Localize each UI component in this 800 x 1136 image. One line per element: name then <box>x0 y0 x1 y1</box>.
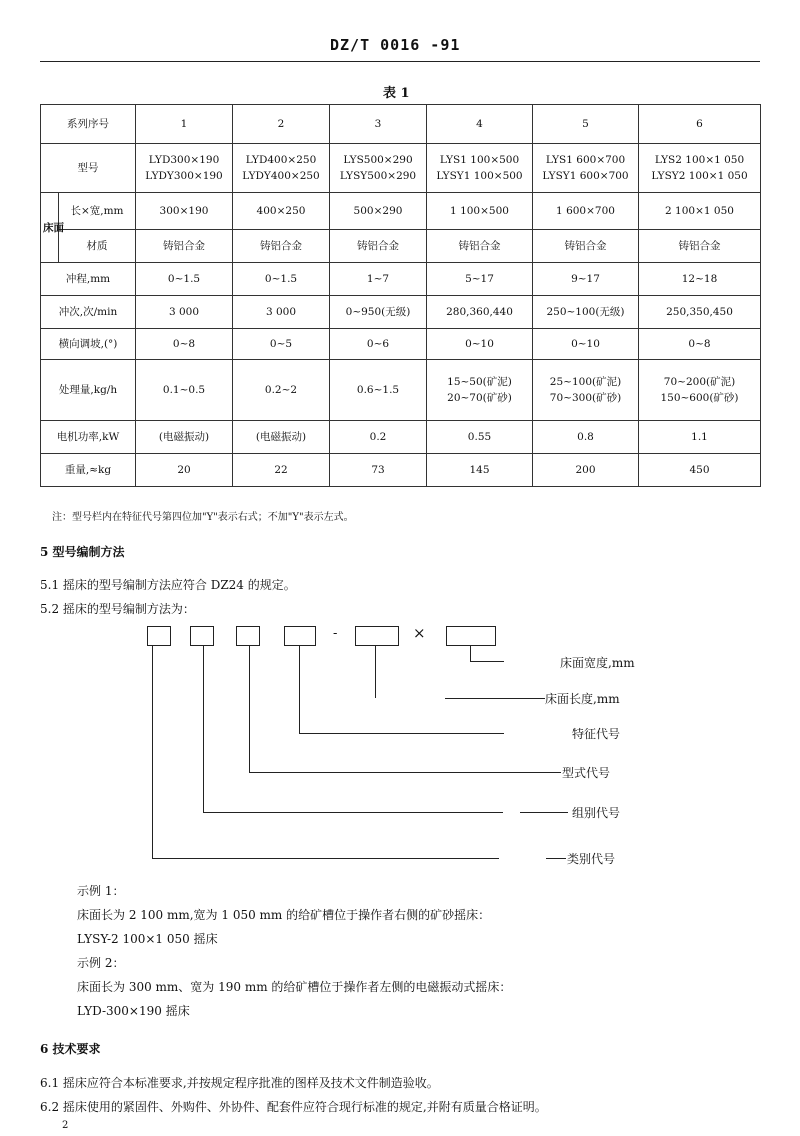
stroke-cell: 0~1.5 <box>233 263 330 296</box>
stroke-cell: 12~18 <box>639 263 761 296</box>
stroke-cell: 0~1.5 <box>136 263 233 296</box>
code-box-length <box>355 626 399 646</box>
row-capacity <box>41 360 761 421</box>
size-cell: 400×250 <box>233 193 330 230</box>
section6-p1: 6.1 摇床应符合本标准要求,并按规定程序批准的图样及技术文件制造验收。 <box>40 1076 439 1090</box>
material-label: 材质 <box>59 230 136 263</box>
material-cell: 铸铝合金 <box>427 230 533 263</box>
row-weight <box>41 454 761 487</box>
example-line: 床面长为 2 100 mm,宽为 1 050 mm 的给矿槽位于操作者右侧的矿砂摇床： <box>77 908 491 922</box>
page-number: 2 <box>62 1120 69 1131</box>
freq-cell: 250,350,450 <box>639 296 761 329</box>
motor-cell: (电磁振动) <box>233 421 330 454</box>
series-label: 系列序号 <box>41 105 136 144</box>
section5-title: 5 型号编制方法 <box>40 545 125 559</box>
series-cell: 6 <box>639 105 761 144</box>
freq-cell: 250~100(无级) <box>533 296 639 329</box>
freq-cell: 280,360,440 <box>427 296 533 329</box>
series-cell: 2 <box>233 105 330 144</box>
leader-category-v <box>152 645 153 858</box>
bed-group-label: 床面 <box>41 193 59 263</box>
motor-cell: 0.55 <box>427 421 533 454</box>
label-group-code: 组别代号 <box>572 806 621 820</box>
freq-cell: 3 000 <box>136 296 233 329</box>
slope-cell: 0~6 <box>330 329 427 360</box>
table-note: 注：型号栏内在特征代号第四位加"Y"表示右式；不加"Y"表示左式。 <box>52 512 354 523</box>
capacity-cell: 0.1~0.5 <box>136 360 233 421</box>
spec-table <box>40 104 761 487</box>
size-cell: 2 100×1 050 <box>639 193 761 230</box>
leader-feature-v <box>299 645 300 733</box>
leader-type-h <box>249 772 561 773</box>
label-category-code: 类别代号 <box>567 852 616 866</box>
weight-cell: 73 <box>330 454 427 487</box>
leader-type-v <box>249 645 250 772</box>
label-feature-code: 特征代号 <box>572 727 621 741</box>
freq-label: 冲次,次/min <box>41 296 136 329</box>
weight-cell: 20 <box>136 454 233 487</box>
capacity-label: 处理量,kg/h <box>41 360 136 421</box>
weight-label: 重量,≈kg <box>41 454 136 487</box>
size-label: 长×宽,mm <box>59 193 136 230</box>
code-box-group <box>190 626 214 646</box>
row-frequency <box>41 296 761 329</box>
size-cell: 1 600×700 <box>533 193 639 230</box>
material-cell: 铸铝合金 <box>639 230 761 263</box>
example-line: 床面长为 300 mm、宽为 190 mm 的给矿槽位于操作者左侧的电磁振动式摇床： <box>77 980 512 994</box>
stroke-label: 冲程,mm <box>41 263 136 296</box>
slope-cell: 0~5 <box>233 329 330 360</box>
row-size <box>41 193 761 230</box>
table-caption: 表 1 <box>383 86 410 101</box>
capacity-cell: 0.6~1.5 <box>330 360 427 421</box>
example-line: LYD-300×190 摇床 <box>77 1004 190 1018</box>
section6-p2: 6.2 摇床使用的紧固件、外购件、外协件、配套件应符合现行标准的规定,并附有质量合格证明。 <box>40 1100 547 1114</box>
model-cell: LYD300×190 LYDY300×190 <box>136 144 233 193</box>
leader-category-h <box>152 858 499 859</box>
series-cell: 4 <box>427 105 533 144</box>
model-cell: LYS2 100×1 050 LYSY2 100×1 050 <box>639 144 761 193</box>
example-line: LYSY-2 100×1 050 摇床 <box>77 932 218 946</box>
standard-code: DZ/T 0016 -91 <box>330 36 461 54</box>
motor-cell: (电磁振动) <box>136 421 233 454</box>
section5-p2: 5.2 摇床的型号编制方法为： <box>40 602 195 616</box>
model-cell: LYS500×290 LYSY500×290 <box>330 144 427 193</box>
series-cell: 5 <box>533 105 639 144</box>
leader-group-v <box>203 645 204 812</box>
code-box-category <box>147 626 171 646</box>
slope-cell: 0~8 <box>136 329 233 360</box>
example-line: 示例 2： <box>77 956 125 970</box>
series-cell: 1 <box>136 105 233 144</box>
size-cell: 500×290 <box>330 193 427 230</box>
row-material <box>41 230 761 263</box>
weight-cell: 22 <box>233 454 330 487</box>
leader-feature-h <box>299 733 504 734</box>
example-line: 示例 1： <box>77 884 125 898</box>
weight-cell: 145 <box>427 454 533 487</box>
stroke-cell: 1~7 <box>330 263 427 296</box>
code-dash: - <box>333 626 338 641</box>
code-box-feature <box>284 626 316 646</box>
material-cell: 铸铝合金 <box>136 230 233 263</box>
freq-cell: 0~950(无级) <box>330 296 427 329</box>
capacity-cell: 70~200(矿泥) 150~600(矿砂) <box>639 360 761 421</box>
motor-label: 电机功率,kW <box>41 421 136 454</box>
motor-cell: 1.1 <box>639 421 761 454</box>
leader-width-v <box>470 645 471 661</box>
row-slope <box>41 329 761 360</box>
freq-cell: 3 000 <box>233 296 330 329</box>
motor-cell: 0.2 <box>330 421 427 454</box>
row-stroke <box>41 263 761 296</box>
capacity-cell: 15~50(矿泥) 20~70(矿砂) <box>427 360 533 421</box>
slope-cell: 0~10 <box>533 329 639 360</box>
material-cell: 铸铝合金 <box>330 230 427 263</box>
weight-cell: 450 <box>639 454 761 487</box>
capacity-cell: 0.2~2 <box>233 360 330 421</box>
material-cell: 铸铝合金 <box>533 230 639 263</box>
label-bed-length: 床面长度,mm <box>545 692 620 706</box>
row-series <box>41 105 761 144</box>
model-label: 型号 <box>41 144 136 193</box>
slope-cell: 0~10 <box>427 329 533 360</box>
code-box-type <box>236 626 260 646</box>
leader-group-h <box>203 812 503 813</box>
model-cell: LYS1 100×500 LYSY1 100×500 <box>427 144 533 193</box>
section5-p1: 5.1 摇床的型号编制方法应符合 DZ24 的规定。 <box>40 578 296 592</box>
code-times: × <box>413 624 426 642</box>
leader-category-h2 <box>546 858 566 859</box>
leader-width-h <box>470 661 504 662</box>
leader-length-v <box>375 645 376 698</box>
weight-cell: 200 <box>533 454 639 487</box>
header-rule <box>40 61 760 62</box>
row-model <box>41 144 761 193</box>
stroke-cell: 5~17 <box>427 263 533 296</box>
section6-title: 6 技术要求 <box>40 1042 101 1056</box>
code-box-width <box>446 626 496 646</box>
slope-cell: 0~8 <box>639 329 761 360</box>
size-cell: 300×190 <box>136 193 233 230</box>
model-cell: LYD400×250 LYDY400×250 <box>233 144 330 193</box>
model-cell: LYS1 600×700 LYSY1 600×700 <box>533 144 639 193</box>
leader-length-h <box>445 698 545 699</box>
leader-group-h2 <box>520 812 568 813</box>
series-cell: 3 <box>330 105 427 144</box>
material-cell: 铸铝合金 <box>233 230 330 263</box>
label-bed-width: 床面宽度,mm <box>560 656 635 670</box>
size-cell: 1 100×500 <box>427 193 533 230</box>
row-motor <box>41 421 761 454</box>
capacity-cell: 25~100(矿泥) 70~300(矿砂) <box>533 360 639 421</box>
slope-label: 横向调坡,(°) <box>41 329 136 360</box>
stroke-cell: 9~17 <box>533 263 639 296</box>
motor-cell: 0.8 <box>533 421 639 454</box>
label-type-code: 型式代号 <box>562 766 611 780</box>
